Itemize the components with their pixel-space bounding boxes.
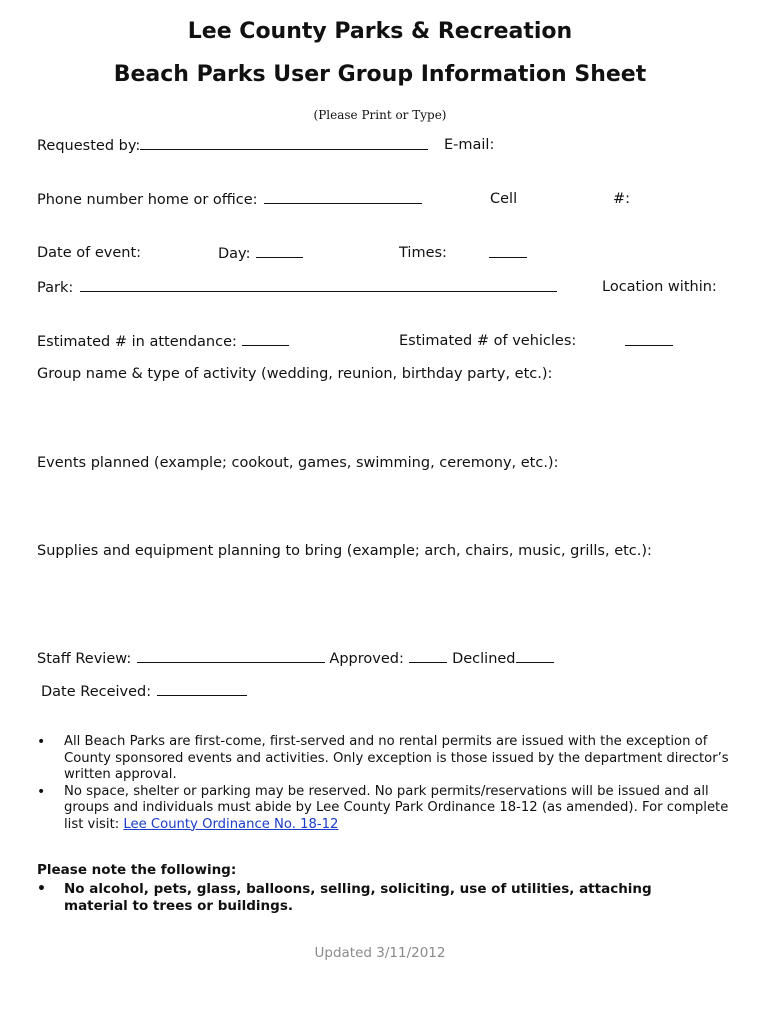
requested-by-label: Requested by: [37,138,141,154]
requested-by-field[interactable] [140,137,428,150]
form-subtitle: Beach Parks User Group Information Sheet [113,62,647,87]
date-of-event-label: Date of event: [37,245,142,261]
form-title: Lee County Parks & Recreation [187,19,573,44]
phone-row [37,191,422,208]
updated-date: Updated 3/11/2012 [314,945,446,961]
approved-label: Approved: [329,651,404,667]
staff-review-label: Staff Review: [37,651,132,667]
policy-list [37,734,735,833]
vehicles-label: Estimated # of vehicles: [399,333,577,349]
notes-item-restrictions [37,881,707,915]
day-label: Day: [218,246,251,262]
staff-review-field[interactable] [137,650,325,663]
staff-review-row [37,650,554,667]
day-row [218,245,303,262]
phone-field[interactable] [264,191,422,204]
vehicles-row [625,333,673,350]
policy-item-no-reservations-text: No space, shelter or parking may be reserved. No park permits/reservations will be issued and all groups and individuals must abide by Lee County Park Ordinance 18-12 (as amended). For complete list visit: [64,783,729,832]
date-received-row [41,683,247,700]
notes-item-restrictions-text: No alcohol, pets, glass, balloons, selling, soliciting, use of utilities, attaching material to trees or buildings. [64,881,652,914]
requested-by-row [37,137,428,154]
cell-number-label: #: [613,191,631,207]
events-planned-label: Events planned (example; cookout, games, swimming, ceremony, etc.): [37,455,559,471]
park-label: Park: [37,280,74,296]
approved-field[interactable] [409,650,447,663]
vehicles-field[interactable] [625,333,673,346]
email-label: E-mail: [444,137,495,153]
date-received-field[interactable] [157,683,247,696]
cell-label: Cell [490,191,518,207]
phone-label: Phone number home or office: [37,192,258,208]
times-row [489,245,527,262]
times-field[interactable] [489,245,527,258]
declined-field[interactable] [516,650,554,663]
times-label: Times: [399,245,447,261]
attendance-field[interactable] [242,333,289,346]
attendance-row [37,333,289,350]
form-instruction: (Please Print or Type) [313,108,447,122]
group-name-label: Group name & type of activity (wedding, reunion, birthday party, etc.): [37,366,553,382]
location-within-label: Location within: [602,279,717,295]
attendance-label: Estimated # in attendance: [37,334,237,350]
policy-item-first-come-text: All Beach Parks are first-come, first-served and no rental permits are issued with the exception of County sponsored events and activities. Only exception is those issued by the department director’s written approval. [64,734,729,782]
ordinance-link[interactable]: Lee County Ordinance No. 18-12 [123,816,339,832]
declined-label: Declined [452,651,516,667]
date-received-label: Date Received: [41,684,152,700]
park-field[interactable] [80,279,557,292]
day-field[interactable] [256,245,303,258]
notes-list [37,881,707,915]
park-row [37,279,557,296]
policy-item-first-come [37,734,735,784]
supplies-label: Supplies and equipment planning to bring (example; arch, chairs, music, grills, etc.): [37,543,652,559]
notes-heading: Please note the following: [37,862,237,878]
policy-item-no-reservations [37,784,735,834]
